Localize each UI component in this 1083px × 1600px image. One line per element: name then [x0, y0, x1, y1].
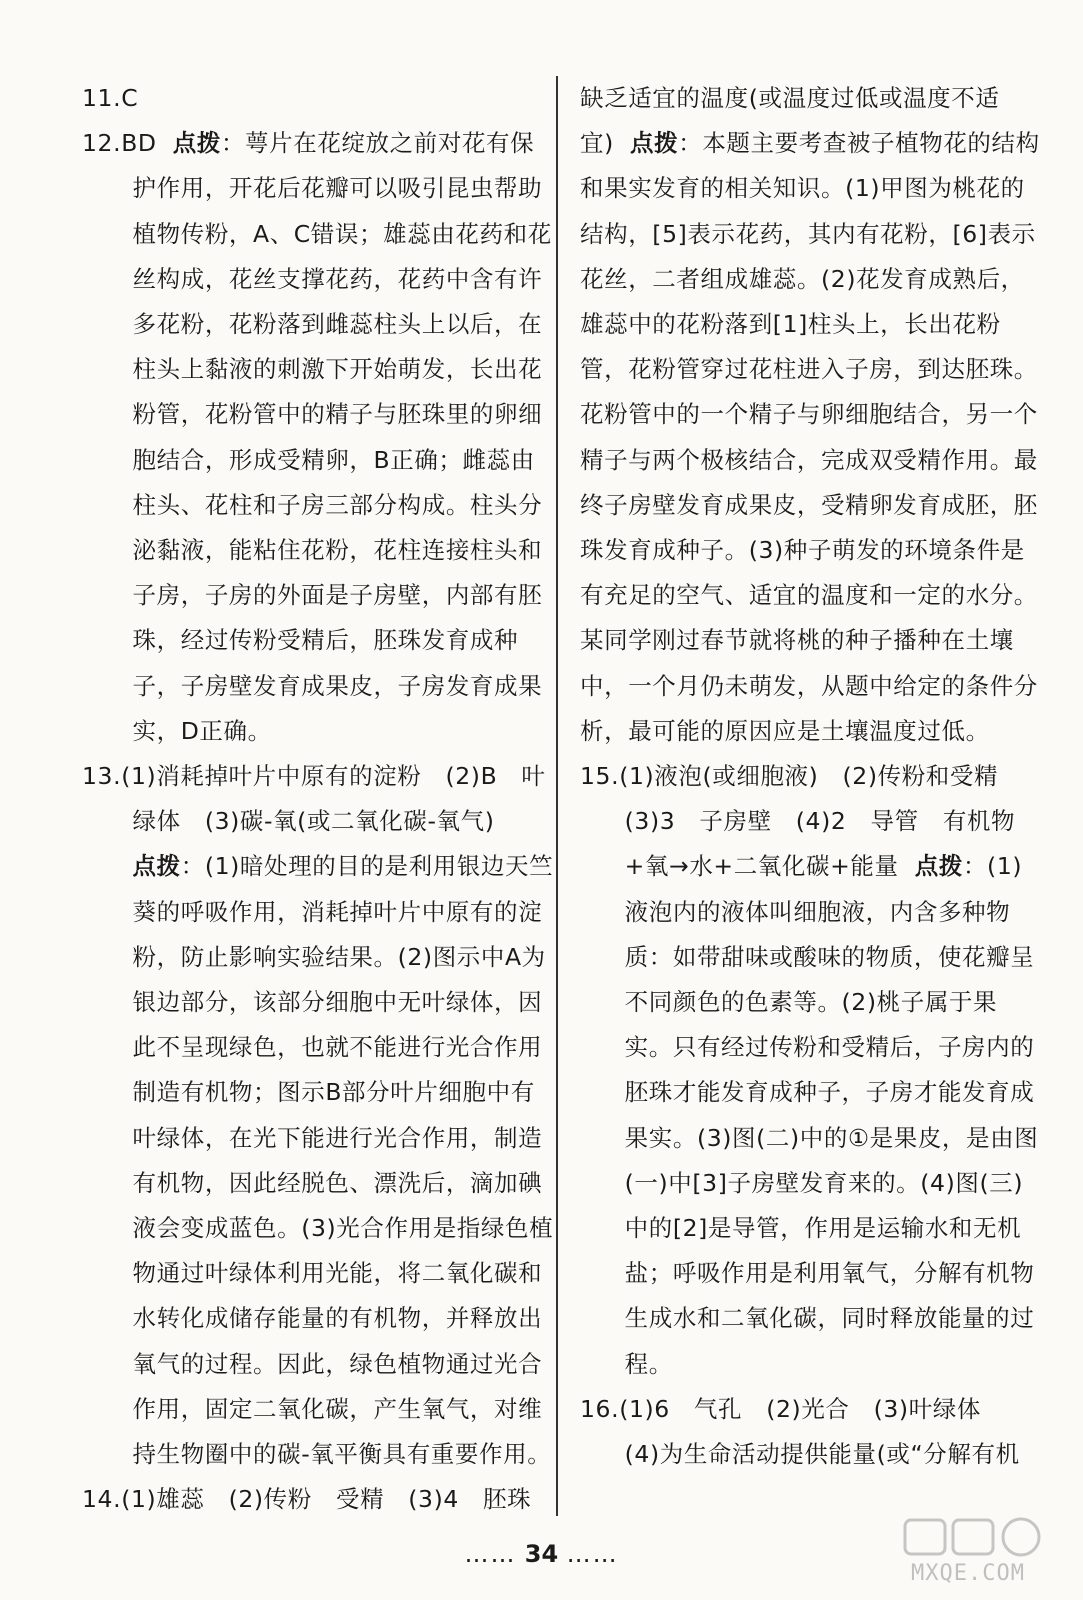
hint-label: 点拨	[172, 129, 221, 158]
site-watermark	[903, 1516, 1063, 1586]
right-column	[580, 76, 1040, 1477]
question-number: 14.	[82, 1485, 122, 1514]
column-divider	[556, 76, 558, 1516]
watermark-logo-icon	[903, 1516, 1053, 1560]
answer-text: (1)雄蕊 (2)传粉 受精 (3)4 胚珠	[121, 1485, 532, 1514]
answer-13	[82, 754, 554, 1477]
footer-dots-left: ……	[464, 1540, 517, 1568]
page-number: 34	[524, 1540, 559, 1568]
hint-text: ：萼片在花绽放之前对花有保护作用，开花后花瓣可以吸引昆虫帮助植物传粉，A、C错误；雄蕊由花药和花丝构成，花丝支撑花药，花药中含有许多花粉，花粉落到雌蕊柱头上以后，在柱头上黏液的刺激下开始萌发，长出花粉管，花粉管中的精子与胚珠里的卵细胞结合，形成受精卵，B正确；雌蕊由柱头、花柱和子房三部分构成。柱头分泌黏液，能粘住花粉，花柱连接柱头和子房，子房的外面是子房壁，内部有胚珠，经过传粉受精后，胚珠发育成种子，子房壁发育成果皮，子房发育成果实，D正确。	[132, 129, 552, 745]
answer-text-line2: (4)为生命活动提供能量(或“分解有机	[624, 1440, 1020, 1469]
question-number: 15.	[580, 762, 620, 791]
hint-label: 点拨	[914, 852, 963, 881]
answer-11	[82, 76, 554, 121]
hint-text: ：(1)液泡内的液体叫细胞液，内含多种物质：如带甜味或酸味的物质，使花瓣呈不同颜色的色素等。(2)桃子属于果实。只有经过传粉和受精后，子房内的胚珠才能发育成种子，子房才能发育成果实。(3)图(二)中的①是果皮，是由图(一)中[3]子房壁发育来的。(4)图(三)中的[2]是导管，作用是运输水和无机盐；呼吸作用是利用氧气，分解有机物生成水和二氧化碳，同时释放能量的过程。	[624, 852, 1039, 1378]
answer-14-continued	[580, 76, 1040, 754]
answer-choice: BD	[121, 129, 157, 158]
watermark-text: MXQE.COM	[911, 1561, 1025, 1586]
hint-label: 点拨	[630, 129, 679, 158]
hint-text: ：(1)暗处理的目的是利用银边天竺葵的呼吸作用，消耗掉叶片中原有的淀粉，防止影响实验结果。(2)图示中A为银边部分，该部分细胞中无叶绿体，因此不呈现绿色，也就不能进行光合作用制造有机物；图示B部分叶片细胞中有叶绿体，在光下能进行光合作用，制造有机物，因此经脱色、漂洗后，滴加碘液会变成蓝色。(3)光合作用是指绿色植物通过叶绿体利用光能，将二氧化碳和水转化成储存能量的有机物，并释放出氧气的过程。因此，绿色植物通过光合作用，固定二氧化碳，产生氧气，对维持生物圈中的碳-氧平衡具有重要作用。	[132, 852, 554, 1469]
hint-text: ：本题主要考查被子植物花的结构和果实发育的相关知识。(1)甲图为桃花的结构，[5]表示花药，其内有花粉，[6]表示花丝，二者组成雄蕊。(2)花发育成熟后，雄蕊中的花粉落到[1]柱头上，长出花粉管，花粉管穿过花柱进入子房，到达胚珠。花粉管中的一个精子与卵细胞结合，另一个精子与两个极核结合，完成双受精作用。最终子房壁发育成果皮，受精卵发育成胚，胚珠发育成种子。(3)种子萌发的环境条件是有充足的空气、适宜的温度和一定的水分。某同学刚过春节就将桃的种子播种在土壤中，一个月仍未萌发，从题中给定的条件分析，最可能的原因应是土壤温度过低。	[580, 129, 1040, 745]
answer-text: (1)6 气孔 (2)光合 (3)叶绿体	[619, 1394, 982, 1423]
footer-dots-right: ……	[566, 1540, 619, 1568]
question-number: 11.	[82, 84, 122, 112]
question-number: 13.	[82, 762, 122, 791]
answer-text: C	[121, 84, 139, 112]
left-column	[82, 76, 554, 1523]
answer-15	[580, 754, 1040, 1387]
answer-14-start	[82, 1477, 554, 1522]
answer-text: (1)液泡(或细胞液) (2)传粉和受精 (3)3 子房壁 (4)2 导管 有机物+氧→水+二氧化碳+能量	[619, 762, 1023, 881]
answer-12	[82, 121, 554, 754]
question-number: 16.	[580, 1394, 620, 1423]
hint-label: 点拨	[132, 852, 181, 881]
answer-16	[580, 1387, 1040, 1477]
question-number: 12.	[82, 129, 122, 158]
answer-text: (1)消耗掉叶片中原有的淀粉 (2)B 叶绿体 (3)碳-氧(或二氧化碳-氧气)	[121, 762, 546, 836]
answer-text: 缺乏适宜的温度(或温度过低或温度不适宜)	[580, 84, 1000, 158]
